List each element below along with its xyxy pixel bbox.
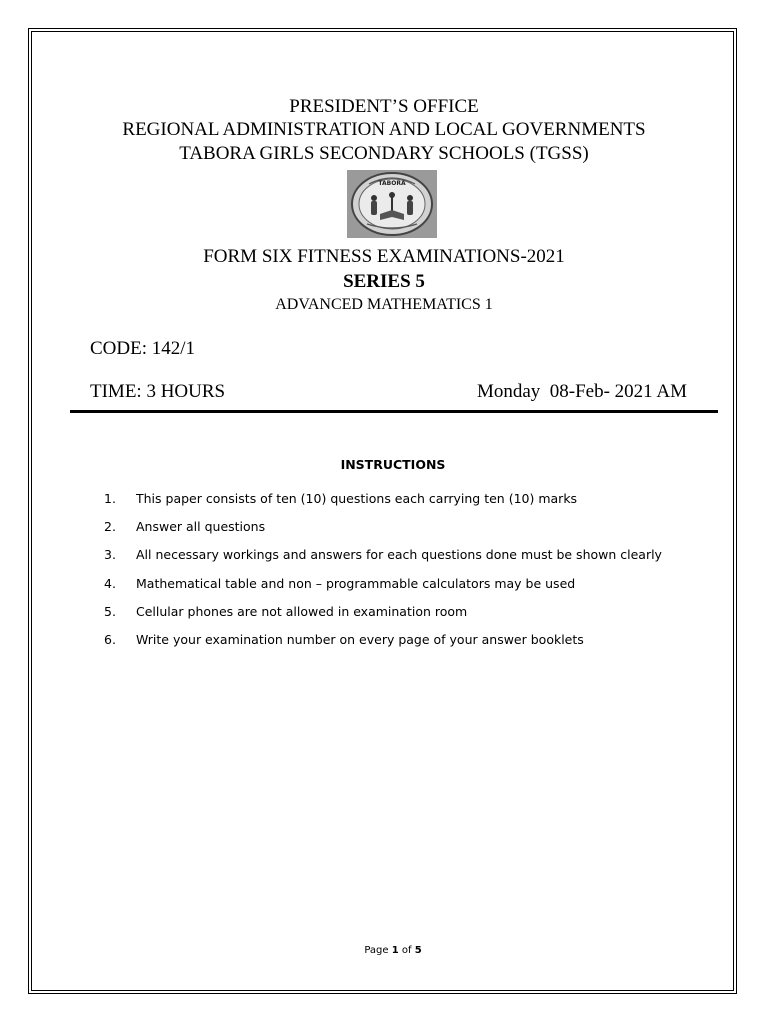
list-item-text: Answer all questions — [136, 519, 266, 535]
list-item — [100, 575, 662, 603]
instructions-list — [100, 490, 662, 659]
list-item-text: This paper consists of ten (10) questions each carrying ten (10) marks — [136, 491, 578, 506]
exam-series: SERIES 5 — [343, 271, 425, 292]
list-item-text: Mathematical table and non – programmable calculators may be used — [136, 575, 576, 591]
list-item-text: Write your examination number on every page of your answer booklets — [136, 631, 584, 647]
header-office: PRESIDENT’S OFFICE — [289, 96, 479, 117]
list-item-text: Cellular phones are not allowed in examination room — [136, 603, 468, 619]
page-footer — [0, 944, 768, 958]
school-logo — [347, 170, 437, 238]
exam-date: Monday 08-Feb- 2021 AM — [476, 381, 687, 402]
exam-code: CODE: 142/1 — [90, 338, 196, 359]
exam-subject: ADVANCED MATHEMATICS 1 — [275, 296, 493, 313]
list-item-number: 3. — [104, 547, 116, 563]
list-item — [100, 546, 662, 574]
header-administration: REGIONAL ADMINISTRATION AND LOCAL GOVERNMENTS — [122, 119, 646, 140]
list-item — [100, 490, 662, 518]
instructions-heading: INSTRUCTIONS — [340, 457, 446, 472]
footer-page-number: 1 — [391, 945, 399, 956]
list-item — [100, 518, 662, 546]
list-item-number: 5. — [104, 603, 116, 619]
list-item-number: 6. — [104, 631, 116, 647]
list-item-number: 4. — [104, 575, 116, 591]
exam-title: FORM SIX FITNESS EXAMINATIONS-2021 — [203, 246, 565, 267]
exam-duration: TIME: 3 HOURS — [90, 381, 226, 402]
list-item-number: 1. — [104, 491, 116, 506]
footer-page-label: Page — [364, 945, 389, 956]
list-item-text: All necessary workings and answers for each questions done must be shown clearly — [136, 547, 662, 563]
header-divider — [70, 410, 718, 413]
logo-text: TABORA — [378, 180, 406, 187]
list-item — [100, 631, 662, 659]
footer-of-label: of — [401, 945, 412, 956]
list-item — [100, 603, 662, 631]
footer-total-pages: 5 — [414, 945, 422, 956]
list-item-number: 2. — [104, 519, 116, 535]
header-school: TABORA GIRLS SECONDARY SCHOOLS (TGSS) — [179, 143, 589, 164]
